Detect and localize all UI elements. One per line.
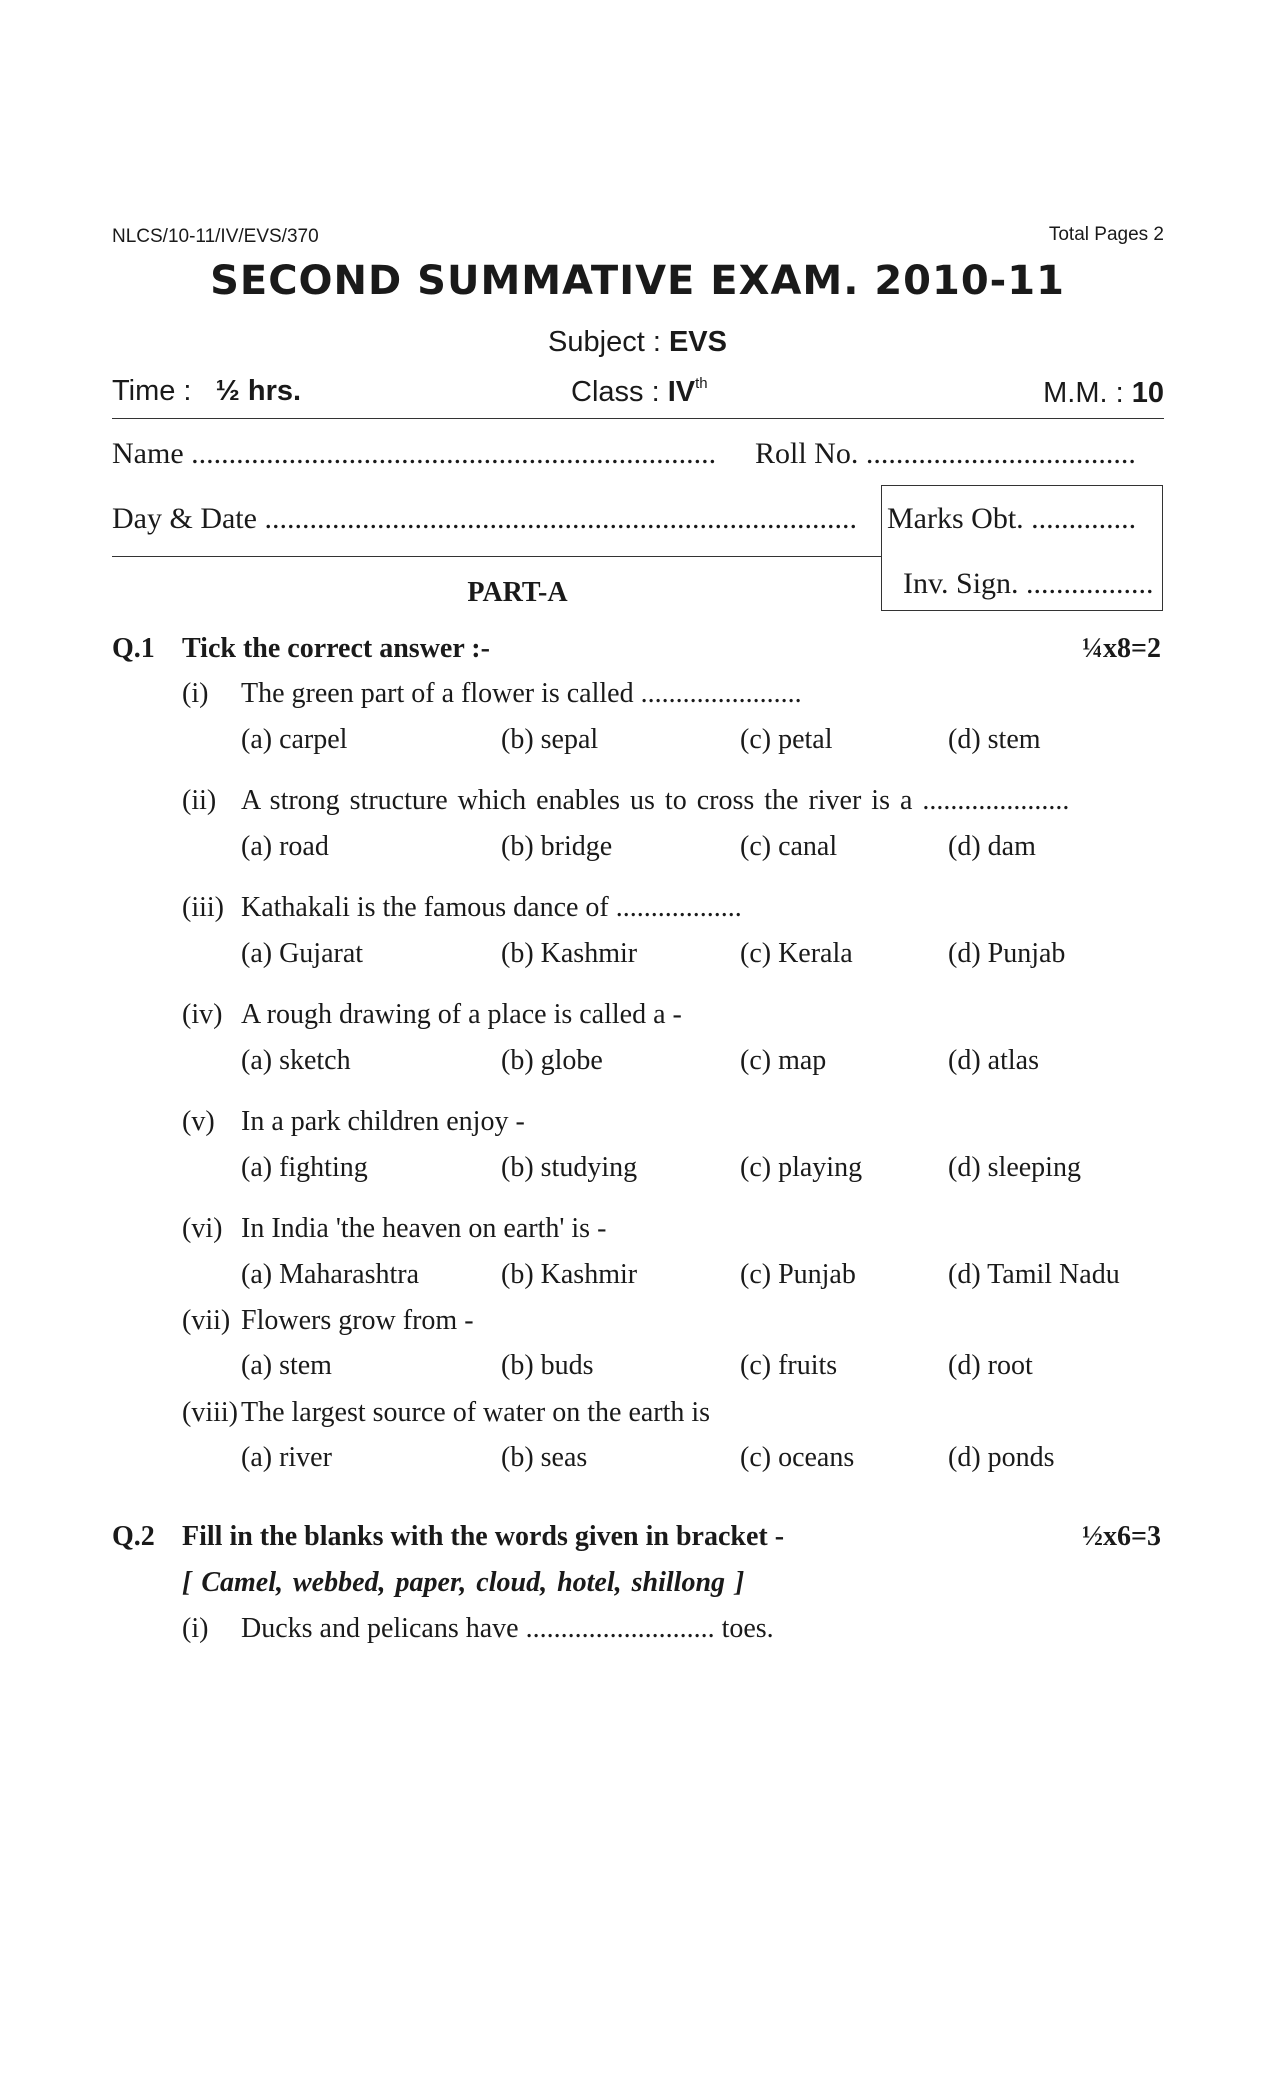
class-superscript: th xyxy=(695,375,708,392)
option-d[interactable]: (d) root xyxy=(948,1350,1033,1381)
day-date-field[interactable]: Day & Date ............................................................................... xyxy=(112,502,857,535)
option-c[interactable]: (c) playing xyxy=(740,1152,863,1183)
q1-item-number: (iv) xyxy=(182,999,223,1030)
q1-item-text: Flowers grow from - xyxy=(241,1305,474,1336)
invigilator-sign-field: Inv. Sign. ................. xyxy=(903,567,1154,600)
option-b[interactable]: (b) globe xyxy=(501,1045,603,1076)
option-c[interactable]: (c) petal xyxy=(740,724,833,755)
option-b[interactable]: (b) seas xyxy=(501,1442,588,1473)
class-label: Class : xyxy=(571,376,668,408)
option-c[interactable]: (c) Kerala xyxy=(740,938,853,969)
total-pages: Total Pages 2 xyxy=(1048,224,1164,245)
class-value: IV xyxy=(667,376,696,408)
option-b[interactable]: (b) Kashmir xyxy=(501,1259,638,1290)
option-a[interactable]: (a) stem xyxy=(241,1350,332,1381)
exam-title: SECOND SUMMATIVE EXAM. 2010-11 xyxy=(210,258,1065,304)
option-a[interactable]: (a) road xyxy=(241,831,329,862)
q1-item-number: (viii) xyxy=(182,1397,238,1428)
q1-item-number: (vii) xyxy=(182,1305,231,1336)
q1-item-number: (iii) xyxy=(182,892,224,923)
paper-code: NLCS/10-11/IV/EVS/370 xyxy=(112,226,319,247)
q1-item-text: The largest source of water on the earth is xyxy=(241,1397,711,1428)
option-a[interactable]: (a) sketch xyxy=(241,1045,351,1076)
q1-item-number: (v) xyxy=(182,1106,215,1137)
q1-item-text: In a park children enjoy - xyxy=(241,1106,525,1137)
q2-item-number: (i) xyxy=(182,1613,209,1644)
subject-label: Subject : xyxy=(548,326,669,358)
option-d[interactable]: (d) ponds xyxy=(948,1442,1055,1473)
option-c[interactable]: (c) oceans xyxy=(740,1442,855,1473)
option-c[interactable]: (c) canal xyxy=(740,831,838,862)
part-a-heading: PART-A xyxy=(467,577,568,608)
word-bank: [ Camel, webbed, paper, cloud, hotel, shillong ] xyxy=(182,1567,745,1598)
roll-number-field[interactable]: Roll No. .................................... xyxy=(755,437,1136,470)
option-a[interactable]: (a) carpel xyxy=(241,724,348,755)
q1-item-number: (i) xyxy=(182,678,209,709)
option-d[interactable]: (d) sleeping xyxy=(948,1152,1081,1183)
option-c[interactable]: (c) fruits xyxy=(740,1350,838,1381)
q1-item-text: The green part of a flower is called ....................... xyxy=(241,678,802,709)
max-marks-line xyxy=(1043,377,1164,410)
max-marks-label: M.M. : xyxy=(1043,377,1132,409)
q1-item-text: A strong structure which enables us to cross the river is a ..................... xyxy=(241,785,1070,816)
name-field[interactable]: Name ...................................................................... xyxy=(112,437,717,470)
time-value: ½ hrs. xyxy=(215,375,302,407)
q2-number: Q.2 xyxy=(112,1521,155,1552)
q1-heading: Tick the correct answer :- xyxy=(182,633,490,664)
q1-item-text: In India 'the heaven on earth' is - xyxy=(241,1213,607,1244)
option-a[interactable]: (a) Maharashtra xyxy=(241,1259,420,1290)
option-b[interactable]: (b) sepal xyxy=(501,724,599,755)
option-d[interactable]: (d) Tamil Nadu xyxy=(948,1259,1120,1290)
option-d[interactable]: (d) dam xyxy=(948,831,1036,862)
max-marks-value: 10 xyxy=(1131,377,1164,409)
time-line xyxy=(112,375,301,408)
option-a[interactable]: (a) river xyxy=(241,1442,332,1473)
class-line xyxy=(571,375,708,409)
option-a[interactable]: (a) fighting xyxy=(241,1152,368,1183)
q1-item-number: (ii) xyxy=(182,785,217,816)
option-c[interactable]: (c) map xyxy=(740,1045,827,1076)
option-b[interactable]: (b) buds xyxy=(501,1350,594,1381)
option-d[interactable]: (d) Punjab xyxy=(948,938,1066,969)
option-c[interactable]: (c) Punjab xyxy=(740,1259,856,1290)
time-label: Time : xyxy=(112,375,200,407)
option-b[interactable]: (b) Kashmir xyxy=(501,938,638,969)
q2-marks: ½x6=3 xyxy=(1082,1521,1161,1552)
option-b[interactable]: (b) bridge xyxy=(501,831,613,862)
q2-heading: Fill in the blanks with the words given in bracket - xyxy=(182,1521,785,1552)
fields-divider xyxy=(112,556,881,557)
subject-line xyxy=(0,326,1275,359)
option-d[interactable]: (d) atlas xyxy=(948,1045,1039,1076)
q1-item-text: Kathakali is the famous dance of .................. xyxy=(241,892,742,923)
q1-number: Q.1 xyxy=(112,633,155,664)
option-d[interactable]: (d) stem xyxy=(948,724,1041,755)
header-divider xyxy=(112,418,1164,419)
option-b[interactable]: (b) studying xyxy=(501,1152,638,1183)
q1-item-number: (vi) xyxy=(182,1213,223,1244)
marks-obtained-field: Marks Obt. .............. xyxy=(887,502,1137,535)
q2-item-text[interactable]: Ducks and pelicans have ........................... toes. xyxy=(241,1613,774,1644)
option-a[interactable]: (a) Gujarat xyxy=(241,938,364,969)
q1-marks: ¼x8=2 xyxy=(1082,633,1161,664)
subject-value: EVS xyxy=(668,326,727,358)
q1-item-text: A rough drawing of a place is called a - xyxy=(241,999,682,1030)
